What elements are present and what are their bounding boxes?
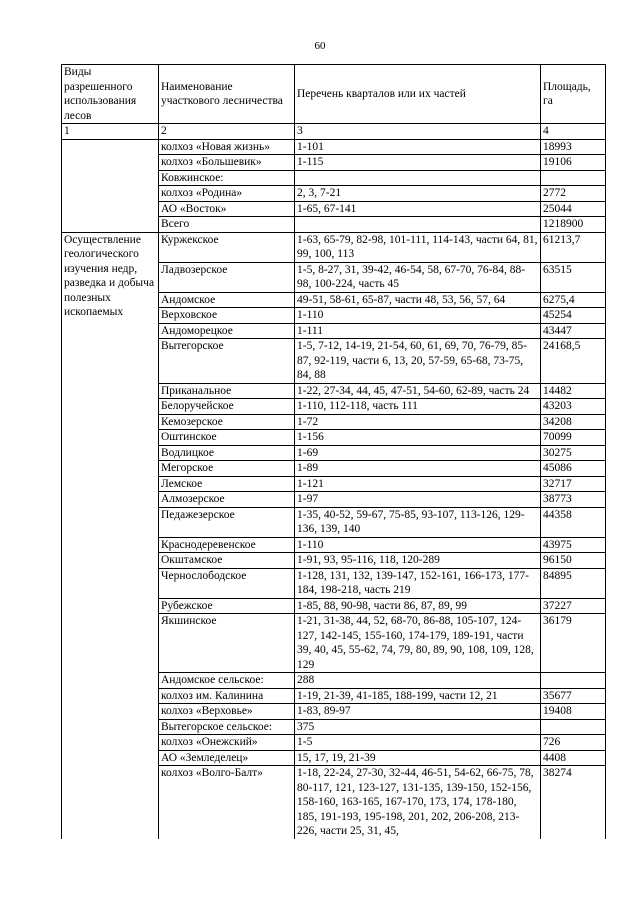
forestry-name-cell: Куржекское	[159, 232, 295, 262]
page-number: 60	[314, 40, 326, 52]
forestry-name-cell: колхоз «Верховье»	[159, 704, 295, 720]
column-number: 1	[62, 124, 159, 140]
forestry-name-cell: Кемозерское	[159, 414, 295, 430]
forestry-name-cell: Вытегорское	[159, 339, 295, 384]
quarters-cell: 1-18, 22-24, 27-30, 32-44, 46-51, 54-62, 66-75, 78, 80-117, 121, 123-127, 131-135, 139-150, 152-156, 158-160, 163-165, 167-170, 173, 174, 178-180, 185, 191-193, 195-198, 201, 202, 206-208, 213-226, части 25, 31, 45,	[295, 766, 541, 839]
column-number-row	[62, 124, 606, 140]
column-number: 2	[159, 124, 295, 140]
quarters-cell: 375	[295, 719, 541, 735]
forestry-name-cell: Белоручейское	[159, 399, 295, 415]
area-cell: 14482	[541, 383, 606, 399]
quarters-cell: 1-110	[295, 308, 541, 324]
area-cell: 1218900	[541, 217, 606, 233]
quarters-cell: 1-65, 67-141	[295, 201, 541, 217]
quarters-cell: 1-72	[295, 414, 541, 430]
forestry-name-cell: Водлицкое	[159, 445, 295, 461]
forestry-name-cell: Вытегорское сельское:	[159, 719, 295, 735]
header-quarters: Перечень кварталов или их частей	[295, 65, 541, 124]
area-cell: 726	[541, 735, 606, 751]
header-use-type: Виды разрешенного использования лесов	[62, 65, 159, 124]
forestry-name-cell: Верховское	[159, 308, 295, 324]
column-number: 4	[541, 124, 606, 140]
area-cell: 37227	[541, 598, 606, 614]
quarters-cell	[295, 170, 541, 186]
quarters-cell: 1-83, 89-97	[295, 704, 541, 720]
quarters-cell: 1-115	[295, 155, 541, 171]
forestry-name-cell: колхоз «Родина»	[159, 186, 295, 202]
quarters-cell: 1-21, 31-38, 44, 52, 68-70, 86-88, 105-107, 124-127, 142-145, 155-160, 174-179, 189-191, части 39, 40, 45, 55-62, 74, 79, 80, 89, 90, 108, 109, 128, 129	[295, 614, 541, 673]
area-cell	[541, 170, 606, 186]
area-cell	[541, 673, 606, 689]
forestry-name-cell: Андоморецкое	[159, 323, 295, 339]
area-cell: 19106	[541, 155, 606, 171]
quarters-cell: 1-110	[295, 537, 541, 553]
area-cell: 43447	[541, 323, 606, 339]
quarters-cell: 1-89	[295, 461, 541, 477]
quarters-cell: 1-128, 131, 132, 139-147, 152-161, 166-173, 177-184, 198-218, часть 219	[295, 568, 541, 598]
quarters-cell: 1-22, 27-34, 44, 45, 47-51, 54-60, 62-89, часть 24	[295, 383, 541, 399]
area-cell: 96150	[541, 553, 606, 569]
forestry-name-cell: Краснодеревенское	[159, 537, 295, 553]
area-cell: 4408	[541, 750, 606, 766]
forestry-name-cell: Педажезерское	[159, 507, 295, 537]
header-area: Площадь, га	[541, 65, 606, 124]
forestry-name-cell: колхоз им. Калинина	[159, 688, 295, 704]
quarters-cell: 1-91, 93, 95-116, 118, 120-289	[295, 553, 541, 569]
forestry-name-cell: Лемское	[159, 476, 295, 492]
quarters-cell: 1-85, 88, 90-98, части 86, 87, 89, 99	[295, 598, 541, 614]
table-row	[62, 139, 606, 155]
area-cell: 45086	[541, 461, 606, 477]
area-cell: 43975	[541, 537, 606, 553]
forestry-name-cell: Приканальное	[159, 383, 295, 399]
forestry-name-cell: Окштамское	[159, 553, 295, 569]
column-number: 3	[295, 124, 541, 140]
area-cell: 32717	[541, 476, 606, 492]
quarters-cell: 1-156	[295, 430, 541, 446]
forestry-name-cell: Оштинское	[159, 430, 295, 446]
quarters-cell: 1-111	[295, 323, 541, 339]
quarters-cell: 288	[295, 673, 541, 689]
area-cell: 45254	[541, 308, 606, 324]
area-cell: 34208	[541, 414, 606, 430]
forestry-name-cell: колхоз «Волго-Балт»	[159, 766, 295, 839]
forestry-name-cell: Мегорское	[159, 461, 295, 477]
quarters-cell: 15, 17, 19, 21-39	[295, 750, 541, 766]
header-forestry-name: Наименование участкового лесничества	[159, 65, 295, 124]
quarters-cell: 49-51, 58-61, 65-87, части 48, 53, 56, 57, 64	[295, 292, 541, 308]
area-cell: 38773	[541, 492, 606, 508]
quarters-cell: 1-19, 21-39, 41-185, 188-199, части 12, 21	[295, 688, 541, 704]
quarters-cell: 1-5, 8-27, 31, 39-42, 46-54, 58, 67-70, 76-84, 88-98, 100-224, часть 45	[295, 262, 541, 292]
area-cell: 25044	[541, 201, 606, 217]
quarters-cell: 1-35, 40-52, 59-67, 75-85, 93-107, 113-126, 129-136, 139, 140	[295, 507, 541, 537]
area-cell: 18993	[541, 139, 606, 155]
forestry-name-cell: Андомское	[159, 292, 295, 308]
forestry-name-cell: АО «Земледелец»	[159, 750, 295, 766]
area-cell: 70099	[541, 430, 606, 446]
quarters-cell: 1-69	[295, 445, 541, 461]
area-cell: 44358	[541, 507, 606, 537]
area-cell: 6275,4	[541, 292, 606, 308]
area-cell: 24168,5	[541, 339, 606, 384]
area-cell: 36179	[541, 614, 606, 673]
use-type-cell: Осуществление геологического изучения недр, разведка и добыча полезных ископаемых	[62, 232, 159, 839]
forestry-name-cell: АО «Восток»	[159, 201, 295, 217]
forestry-name-cell: Чернослободское	[159, 568, 295, 598]
quarters-cell: 1-121	[295, 476, 541, 492]
quarters-cell: 1-101	[295, 139, 541, 155]
area-cell: 38274	[541, 766, 606, 839]
forestry-name-cell: Ладвозерское	[159, 262, 295, 292]
table-header-row	[62, 65, 606, 124]
forestry-name-cell: колхоз «Онежский»	[159, 735, 295, 751]
quarters-cell: 1-63, 65-79, 82-98, 101-111, 114-143, части 64, 81, 99, 100, 113	[295, 232, 541, 262]
area-cell	[541, 719, 606, 735]
forestry-name-cell: Ковжинское:	[159, 170, 295, 186]
area-cell: 19408	[541, 704, 606, 720]
area-cell: 84895	[541, 568, 606, 598]
area-cell: 63515	[541, 262, 606, 292]
forestry-name-cell: Рубежское	[159, 598, 295, 614]
quarters-cell: 1-5	[295, 735, 541, 751]
forestry-name-cell: Всего	[159, 217, 295, 233]
quarters-cell: 1-110, 112-118, часть 111	[295, 399, 541, 415]
forest-use-table	[61, 64, 606, 839]
forestry-name-cell: Андомское сельское:	[159, 673, 295, 689]
area-cell: 61213,7	[541, 232, 606, 262]
quarters-cell: 1-5, 7-12, 14-19, 21-54, 60, 61, 69, 70, 76-79, 85-87, 92-119, части 6, 13, 20, 57-59, 65-68, 73-75, 84, 88	[295, 339, 541, 384]
area-cell: 43203	[541, 399, 606, 415]
area-cell: 2772	[541, 186, 606, 202]
area-cell: 30275	[541, 445, 606, 461]
forestry-name-cell: Алмозерское	[159, 492, 295, 508]
area-cell: 35677	[541, 688, 606, 704]
forestry-name-cell: Якшинское	[159, 614, 295, 673]
forestry-name-cell: колхоз «Большевик»	[159, 155, 295, 171]
table-row	[62, 232, 606, 262]
quarters-cell	[295, 217, 541, 233]
use-type-cell	[62, 139, 159, 232]
forestry-name-cell: колхоз «Новая жизнь»	[159, 139, 295, 155]
quarters-cell: 1-97	[295, 492, 541, 508]
quarters-cell: 2, 3, 7-21	[295, 186, 541, 202]
